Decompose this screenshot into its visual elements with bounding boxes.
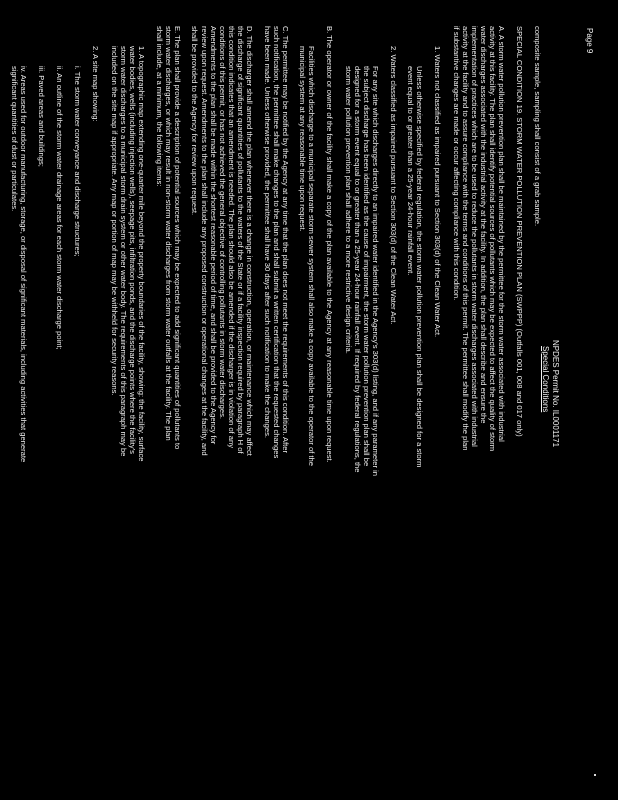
text-line: the discharge of significant quantities of pollutants to the waters of the State or if a facility inspection required by paragraph H of	[235, 26, 245, 454]
text-line: C. The permittee may be notified by the Agency at any time that the plan does not meet the requirements of this condition. After	[281, 26, 290, 454]
text-line: water bodies, wells (including injection wells), seepage pits, infiltration ponds, and the discharge points where the facility's	[127, 46, 137, 454]
paragraph-para-a1	[433, 46, 442, 337]
special-conditions-heading: Special Conditions	[541, 346, 550, 413]
text-line: 2. Waters classified as impaired pursuant to Section 303(d) of the Clean Water Act.	[389, 46, 398, 325]
paragraph-para-e1	[110, 46, 146, 462]
paragraph-para-e2-iv	[10, 66, 28, 462]
text-line: have been made. Unless otherwise provided, the permittee shall have 30 days after such notification to make the changes.	[262, 26, 272, 438]
text-line: storm water discharges to a municipal storm drain system or other water body. The requirements of this paragraph may be	[118, 46, 128, 457]
paragraph-para-c	[263, 26, 290, 458]
paragraph-para-e2-iii	[37, 66, 46, 167]
text-line: implementation of practices which are to be used to reduce the pollutants in storm water discharges associated with industrial	[469, 26, 479, 447]
page-number: Page 9	[585, 28, 594, 54]
text-line: such notification, the permittee shall make changes to the plan and shall submit a written certification that the requested changes	[271, 26, 281, 459]
rotated-text-area	[9, 8, 598, 788]
text-line: if substantive changes are made or occur affecting compliance with this condition.	[451, 26, 461, 301]
text-line: SPECIAL CONDITION 19. STORM WATER POLLUTION PREVENTION PLAN (SWPPP) (Outfalls 001, 008 and 017 only)	[515, 26, 524, 437]
text-line: the subject discharge has been identified as the cause of impairment, the storm water pollution prevention plan shall be	[361, 66, 371, 467]
paragraph-para-b2	[298, 46, 316, 466]
text-line: B. The operator or owner of the facility shall make a copy of the plan available to the Agency at any reasonable time upon request.	[325, 26, 334, 463]
paragraph-para-a	[451, 26, 506, 451]
text-line: composite sample, sampling shall consist of a grab sample.	[533, 26, 542, 227]
text-line: i. The storm water conveyance and discharge structures;	[73, 66, 82, 257]
text-line: iii. Paved areas and buildings;	[37, 66, 46, 167]
paragraph-para-e2-i	[73, 66, 82, 257]
text-line: Facilities which discharge to a municipal separate storm sewer system shall also make a copy available to the operator of the	[307, 46, 316, 466]
text-line: shall include, at a minimum, the following items:	[154, 26, 164, 187]
paragraph-sc19-title	[515, 26, 524, 437]
text-line: activity at this facility. The plan shall identify potential sources of pollutants which may be expected to affect the quality of storm	[487, 26, 497, 452]
text-line: water discharges associated with the industrial activity at the facility. In addition, the plan shall describe and ensure the	[478, 26, 488, 424]
text-line: included on the site map if appropriate. Any map or portion of map may be withheld for security reasons.	[109, 46, 119, 396]
text-line: activity at the facility and to assure compliance with the terms and conditions of this permit. The permittee shall modify the plan	[460, 26, 470, 451]
text-line: D. The discharger shall amend the plan whenever there is a change in construction, operation, or maintenance which may affect	[245, 26, 254, 456]
scan-speck	[594, 774, 596, 776]
text-line: this condition indicates that an amendment is needed. The plan should also be amended if the discharger is in violation of any	[226, 26, 236, 449]
paragraph-composite	[533, 26, 542, 226]
text-line: municipal system at any reasonable time upon request.	[297, 46, 307, 232]
text-line: event equal to or greater than a 25-year 24-hour rainfall event.	[405, 66, 415, 276]
text-line: Amendments to the plan shall be made within the shortest reasonable period of time, and shall be provided to the Agency for	[208, 26, 218, 445]
text-line: 1. Waters not classified as impaired pursuant to Section 303(d) of the Clean Water Act.	[433, 46, 442, 338]
paragraph-para-a1-body	[406, 66, 424, 467]
text-line: For any site which discharges directly to an impaired water identified in the Agency's 303(d) listing, and if any parameter in	[371, 66, 380, 477]
text-line: A. A storm water pollution prevention plan shall be maintained by the permittee for the storm water associated with industrial	[497, 26, 506, 442]
paragraph-para-e2-ii	[55, 66, 64, 350]
text-line: conditions of this permit, or has not achieved the general objective of controlling pollutants in storm water discharges.	[217, 26, 227, 419]
paragraph-para-a2	[389, 46, 398, 324]
paragraph-para-e	[155, 26, 182, 449]
text-line: storm water discharges, or which may result in non-storm water discharges from storm water outfalls at the facility. The plan	[163, 26, 173, 441]
text-line: 1. A topographic map extending one-quarter mile beyond the property boundaries of the facility, showing: the facility, surface	[137, 46, 146, 462]
permit-number: NPDES Permit No. IL0001171	[551, 340, 560, 448]
text-line: Unless otherwise specified by federal regulation, the storm water pollution prevention plan shall be designed for a storm	[415, 66, 424, 468]
text-line: E. The plan shall provide a description of potential sources which may be expected to add significant quantities of pollutants to	[173, 26, 182, 450]
text-line: storm water pollution prevention plan shall adhere to a more restrictive design criteria.	[343, 66, 353, 354]
text-line: significant quantities of dust or particulates.	[9, 66, 19, 212]
paragraph-para-e2	[91, 46, 100, 122]
text-line: ii. An outline of the storm water drainage areas for each storm water discharge point;	[55, 66, 64, 350]
paragraph-para-a2-body	[344, 66, 380, 476]
text-line: review upon request. Amendments to the plan shall include any proposed construction or operational changes at the facility, and	[199, 26, 209, 456]
text-line: 2. A site map showing:	[91, 46, 100, 122]
paragraph-para-b	[325, 26, 334, 463]
text-line: iv. Areas used for outdoor manufacturing, storage, or disposal of significant materials, including activities that generate	[19, 66, 28, 463]
text-line: shall be provided to the Agency for review upon request.	[190, 26, 200, 216]
paragraph-para-d	[190, 26, 254, 456]
text-line: designed for a storm event equal to or greater than a 25-year 24-hour rainfall event. If required by federal regulations, the	[352, 66, 362, 473]
